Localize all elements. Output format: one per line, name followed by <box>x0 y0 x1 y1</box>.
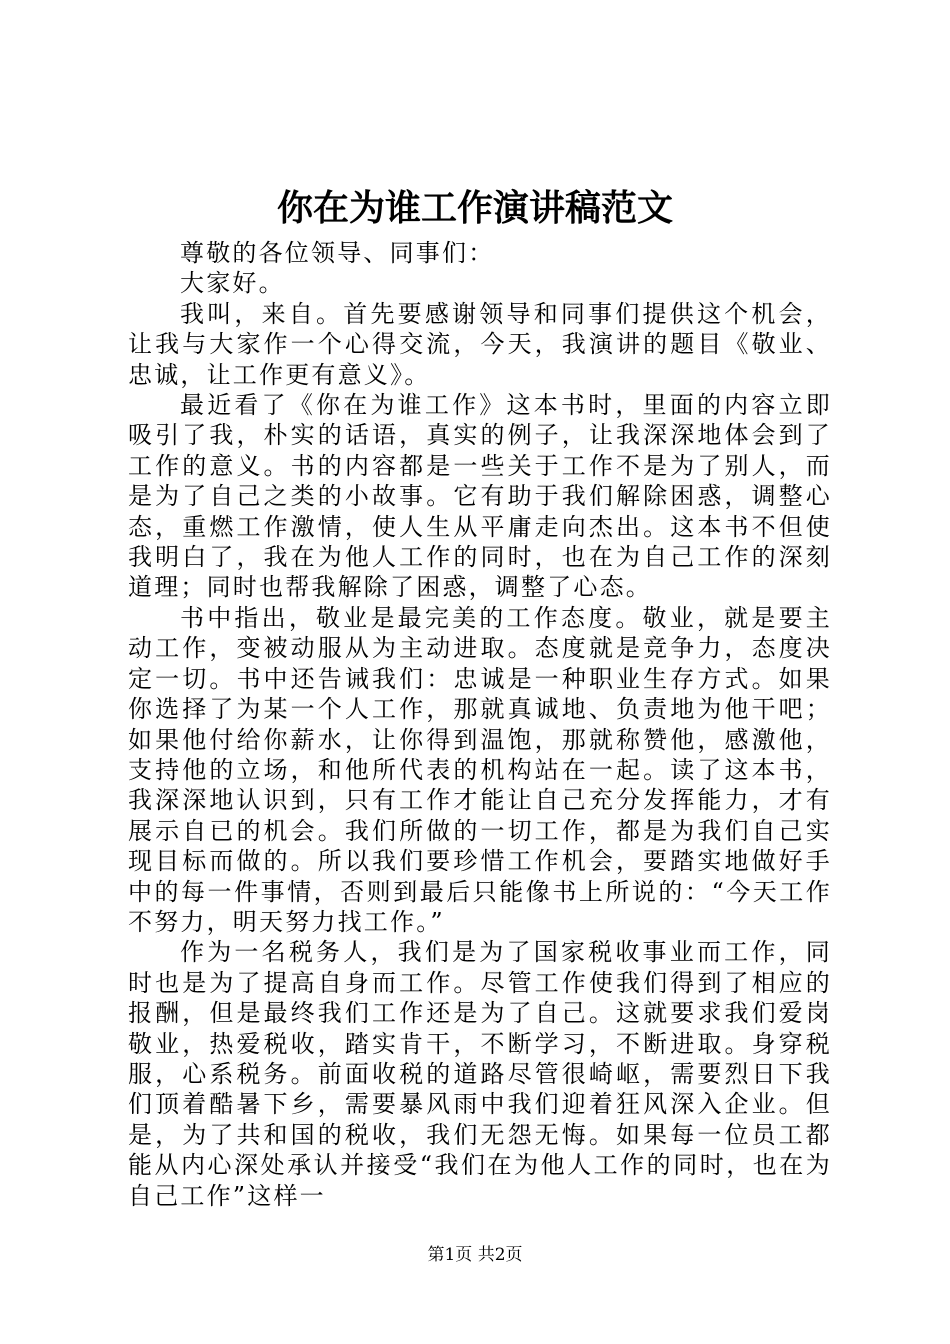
page-number-footer: 第1页 共2页 <box>427 1245 523 1265</box>
document-title: 你在为谁工作演讲稿范文 <box>276 187 673 229</box>
paragraph: 书中指出，敬业是最完美的工作态度。敬业，就是要主动工作，变被动服从为主动进取。态度就是竞争力，态度决定一切。书中还告诫我们：忠诚是一种职业生存方式。如果你选择了为某一个人工作，那就真诚地、负责地为他干吧；如果他付给你薪水，让你得到温饱，那就称赞他，感激他，支持他的立场，和他所代表的机构站在一起。读了这本书，我深深地认识到，只有工作才能让自己充分发挥能力，才有展示自已的机会。我们所做的一切工作，都是为我们自己实现目标而做的。所以我们要珍惜工作机会，要踏实地做好手中的每一件事情，否则到最后只能像书上所说的：“今天工作不努力，明天努力找工作。” <box>128 603 832 936</box>
document-body <box>128 238 832 1211</box>
greeting: 大家好。 <box>180 269 285 298</box>
salutation: 尊敬的各位领导、同事们： <box>180 239 495 267</box>
paragraph: 作为一名税务人，我们是为了国家税收事业而工作，同时也是为了提高自身而工作。尽管工作使我们得到了相应的报酬，但是最终我们工作还是为了自己。这就要求我们爱岗敬业，热爱税收，踏实肯干，不断学习，不断进取。身穿税服，心系税务。前面收税的道路尽管很崎岖，需要烈日下我们顶着酷暑下乡，需要暴风雨中我们迎着狂风深入企业。但是，为了共和国的税收，我们无怨无悔。如果每一位员工都能从内心深处承认并接受“我们在为他人工作的同时，也在为自己工作”这样一 <box>128 938 832 1210</box>
paragraph: 最近看了《你在为谁工作》这本书时，里面的内容立即吸引了我，朴实的话语，真实的例子，让我深深地体会到了工作的意义。书的内容都是一些关于工作不是为了别人，而是为了自己之类的小故事。它有助于我们解除困惑，调整心态，重燃工作激情，使人生从平庸走向杰出。这本书不但使我明白了，我在为他人工作的同时，也在为自己工作的深刻道理；同时也帮我解除了困惑，调整了心态。 <box>128 391 832 602</box>
paragraph: 我叫，来自。首先要感谢领导和同事们提供这个机会，让我与大家作一个心得交流，今天，我演讲的题目《敬业、忠诚，让工作更有意义》。 <box>128 299 832 389</box>
